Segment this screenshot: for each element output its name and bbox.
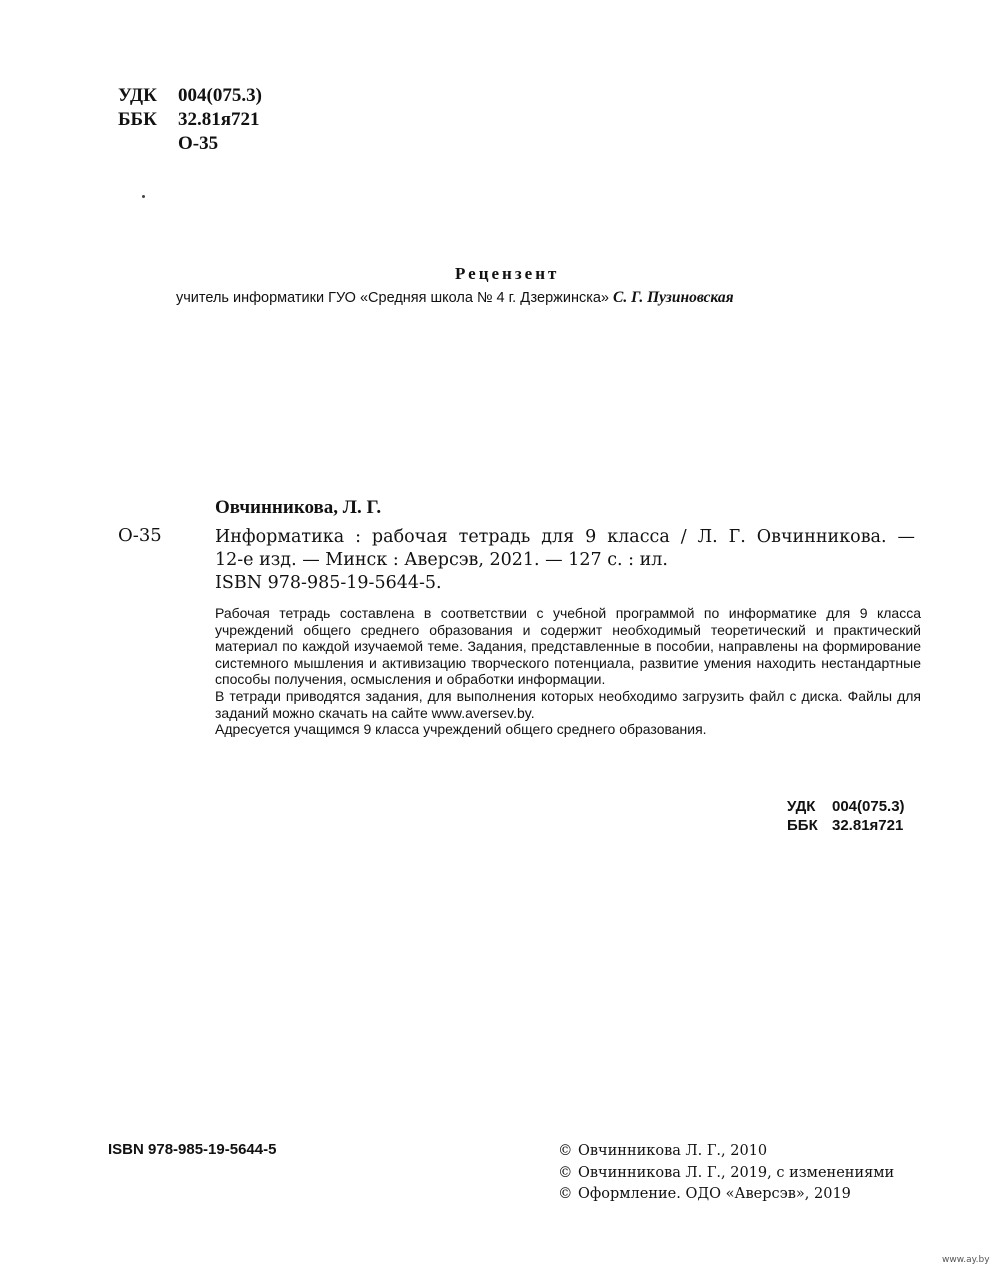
bottom-bbk-value: 32.81я721 [832, 817, 904, 834]
bibliography-line-2: 12-е изд. — Минск : Аверсэв, 2021. — 127 с. : ил. [215, 550, 668, 570]
abstract-paragraph-1: Рабочая тетрадь составлена в соответствии с учебной программой по информатике для 9 класса учреждений общего среднего образования и содержит необходимый теоретический и практический материал по каждой изучаемой теме. Задания, представленные в пособии, направлены на формирование системного мышления и активизацию творческого потенциала, развитие умения находить нестандартные способы получения, осмысления и обработки информации. [215, 605, 921, 688]
scan-speck [142, 195, 145, 198]
bbk-value: 32.81я721 [178, 109, 260, 130]
copyright-symbol: © [558, 1143, 573, 1159]
copyright-text: Овчинникова Л. Г., 2019, с изменениями [578, 1164, 895, 1181]
reviewer-position: учитель информатики ГУО «Средняя школа № 4 г. Дзержинска» [176, 290, 609, 306]
copyright-block [558, 1141, 894, 1206]
copyright-text: Оформление. ОДО «Аверсэв», 2019 [578, 1186, 851, 1202]
copyright-line [558, 1163, 894, 1185]
copyright-symbol: © [558, 1164, 573, 1181]
copyright-line [558, 1141, 894, 1163]
udk-label: УДК [118, 85, 157, 106]
bibliography-record [215, 526, 915, 595]
bottom-udk-value: 004(075.3) [832, 798, 905, 815]
bottom-bbk-label: ББК [787, 817, 818, 834]
reviewer-name: С. Г. Пузиновская [613, 289, 734, 306]
bottom-bbk-row [787, 816, 905, 835]
top-classification-block [118, 84, 262, 156]
abstract-paragraph-2: В тетради приводятся задания, для выполнения которых необходимо загрузить файл с диска. Файлы для заданий можно скачать на сайте www.aversev.by. [215, 687, 921, 721]
bottom-classification-block [787, 797, 905, 835]
author-mark: О-35 [178, 133, 219, 154]
bibliography-isbn: ISBN 978-985-19-5644-5. [215, 573, 442, 593]
abstract-paragraph-3: Адресуется учащимся 9 класса учреждений общего среднего образования. [215, 721, 707, 738]
author-mark-row [118, 132, 262, 156]
copyright-line [558, 1184, 894, 1206]
isbn-footer: ISBN 978-985-19-5644-5 [108, 1141, 277, 1158]
reviewer-line [176, 289, 734, 307]
copyright-text: Овчинникова Л. Г., 2010 [578, 1143, 768, 1159]
abstract [215, 605, 921, 738]
udk-row [118, 84, 262, 108]
bbk-row [118, 108, 262, 132]
udk-value: 004(075.3) [178, 85, 262, 106]
bottom-udk-row [787, 797, 905, 816]
bbk-label: ББК [118, 109, 157, 130]
reviewer-heading: Рецензент [455, 264, 560, 283]
copyright-symbol: © [558, 1186, 573, 1202]
bibliography-author-mark: О-35 [118, 525, 162, 546]
watermark: www.ay.by [942, 1255, 990, 1265]
bibliography-author: Овчинникова, Л. Г. [215, 497, 382, 518]
bottom-udk-label: УДК [787, 798, 816, 815]
bibliography-line-1: Информатика : рабочая тетрадь для 9 класса / Л. Г. Овчинникова. — [215, 527, 915, 547]
